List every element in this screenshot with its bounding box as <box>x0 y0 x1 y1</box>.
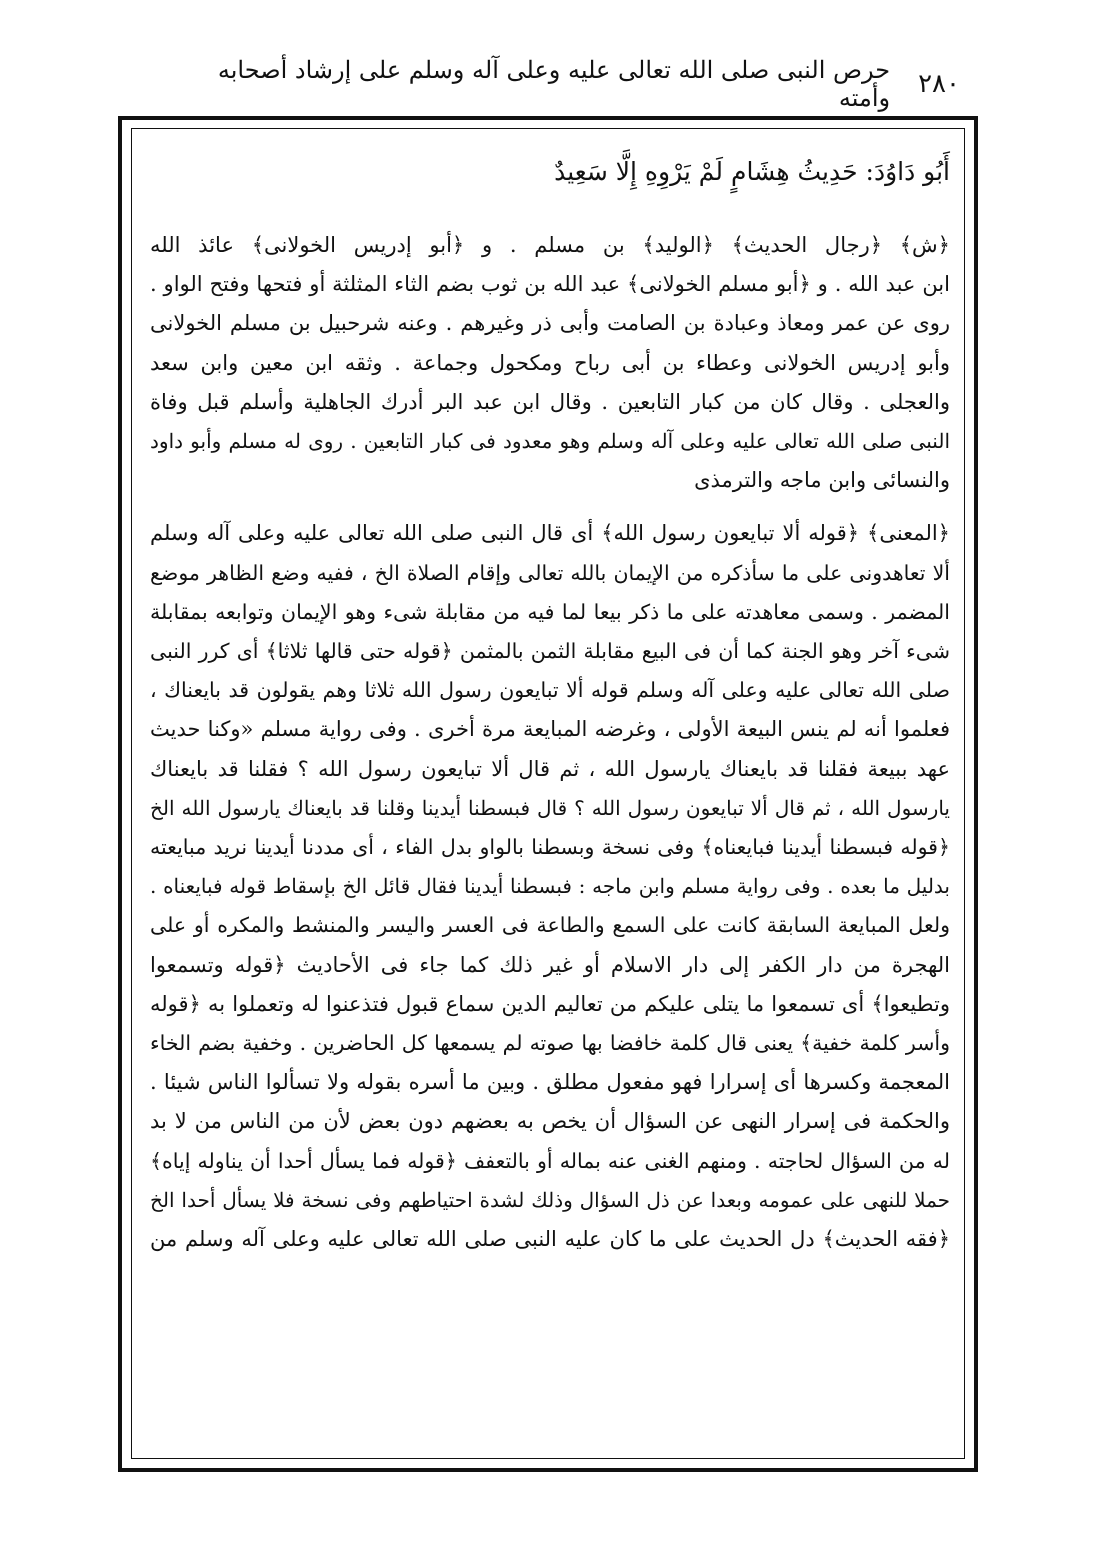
text-line: وتطيعوا﴾ أى تسمعوا ما يتلى عليكم من تعاليم الدين سماع قبول فتذعنوا له وتعملوا به ﴿قوله <box>150 991 950 1016</box>
text-line: ألا تعاهدونى على ما سأذكره من الإيمان بالله تعالى وإقام الصلاة الخ ، ففيه وضع الظاهر موضع <box>150 560 950 585</box>
text-line: شىء آخر وهو الجنة كما أن فى البيع مقابلة الثمن بالمثمن ﴿قوله حتى قالها ثلاثا﴾ أى كرر النبى <box>150 639 950 664</box>
text-line: وأسر كلمة خفية﴾ يعنى قال كلمة خافضا بها صوته لم يسمعها كل الحاضرين . وخفية بضم الخاء <box>150 1031 950 1056</box>
running-title: حرص النبى صلى الله تعالى عليه وعلى آله وسلم على إرشاد أصحابه وأمته <box>217 56 891 112</box>
text-line: والعجلى . وقال كان من كبار التابعين . وقال ابن عبد البر أدرك الجاهلية وأسلم قبل وفاة <box>150 389 950 414</box>
hadith-text-end: أَبُو دَاوُدَ: حَدِيثُ هِشَامٍ لَمْ يَرْوِهِ إِلَّا سَعِيدٌ <box>554 157 950 186</box>
text-line: ولعل المبايعة السابقة كانت على السمع والطاعة فى العسر واليسر والمنشط والمكره أو على <box>150 913 950 938</box>
text-line: ﴿قوله فبسطنا أيدينا فبايعناه﴾ وفى نسخة وبسطنا بالواو بدل الفاء ، أى مددنا أيدينا نريد مبايعته <box>150 835 950 860</box>
text-line: والنسائى وابن ماجه والترمذى <box>694 468 950 493</box>
text-line: فعلموا أنه لم ينس البيعة الأولى ، وغرضه المبايعة مرة أخرى . وفى رواية مسلم «وكنا حديث <box>150 717 950 742</box>
text-line: له من السؤال لحاجته . ومنهم الغنى عنه بماله أو بالتعفف ﴿قوله فما يسأل أحدا أن يناوله إياه﴾ <box>150 1148 950 1173</box>
commentary-meaning-paragraph <box>150 514 950 1259</box>
text-line: حملا للنهى على عمومه وبعدا عن ذل السؤال وذلك لشدة احتياطهم وفى نسخة فلا يسأل أحدا الخ <box>150 1187 950 1212</box>
text-line: الهجرة من دار الكفر إلى دار الاسلام أو غير ذلك كما جاء فى الأحاديث ﴿قوله وتسمعوا <box>150 952 950 977</box>
text-line: المعجمة وكسرها أى إسرارا فهو مفعول مطلق . وبين ما أسره بقوله ولا تسألوا الناس شيئا . <box>150 1070 950 1095</box>
text-line: والحكمة فى إسرار النهى عن السؤال أن يخص به بعضهم دون بعض لأن من الناس من لا بد <box>150 1109 950 1134</box>
page-number: ٢٨٠ <box>918 69 960 99</box>
text-line: ﴿المعنى﴾ ﴿قوله ألا تبايعون رسول الله﴾ أى قال النبى صلى الله تعالى عليه وعلى آله وسلم <box>150 521 950 546</box>
text-line: ابن عبد الله . و ﴿أبو مسلم الخولانى﴾ عبد الله بن ثوب بضم الثاء المثلثة أو فتحها وفتح الواو . <box>150 272 950 297</box>
text-line: وأبو إدريس الخولانى وعطاء بن أبى رباح ومكحول وجماعة . وثقه ابن معين وابن سعد <box>150 350 950 375</box>
text-line: صلى الله تعالى عليه وعلى آله وسلم قوله ألا تبايعون رسول الله ثلاثا وهم يقولون قد بايعناك ، <box>150 678 950 703</box>
text-line: روى عن عمر ومعاذ وعبادة بن الصامت وأبى ذر وغيرهم . وعنه شرحبيل بن مسلم الخولانى <box>150 311 950 336</box>
commentary-narrators-paragraph <box>150 226 950 500</box>
text-line: عهد ببيعة فقلنا قد بايعناك يارسول الله ، ثم قال ألا تبايعون رسول الله ؟ فقلنا قد بايعناك <box>150 756 950 781</box>
text-line: ﴿ش﴾ ﴿رجال الحديث﴾ ﴿الوليد﴾ بن مسلم . و ﴿أبو إدريس الخولانى﴾ عائذ الله <box>150 233 950 257</box>
page-body <box>150 140 950 1450</box>
text-line: المضمر . وسمى معاهدته على ما ذكر بيعا لما فيه من مقابلة شىء وهو الإيمان وتوابعه بمقابلة <box>150 599 950 624</box>
text-line: بدليل ما بعده . وفى رواية مسلم وابن ماجه : فبسطنا أيدينا فقال قائل الخ بإسقاط قوله فبايعناه . <box>150 874 950 899</box>
running-header <box>180 56 960 112</box>
text-line: ﴿فقه الحديث﴾ دل الحديث على ما كان عليه النبى صلى الله تعالى عليه وعلى آله وسلم من <box>150 1227 950 1252</box>
text-line: يارسول الله ، ثم قال ألا تبايعون رسول الله ؟ قال فبسطنا أيدينا وقلنا قد بايعناك يارسول الله الخ <box>150 795 950 820</box>
text-line: النبى صلى الله تعالى عليه وعلى آله وسلم وهو معدود فى كبار التابعين . روى له مسلم وأبو داود <box>150 429 950 454</box>
